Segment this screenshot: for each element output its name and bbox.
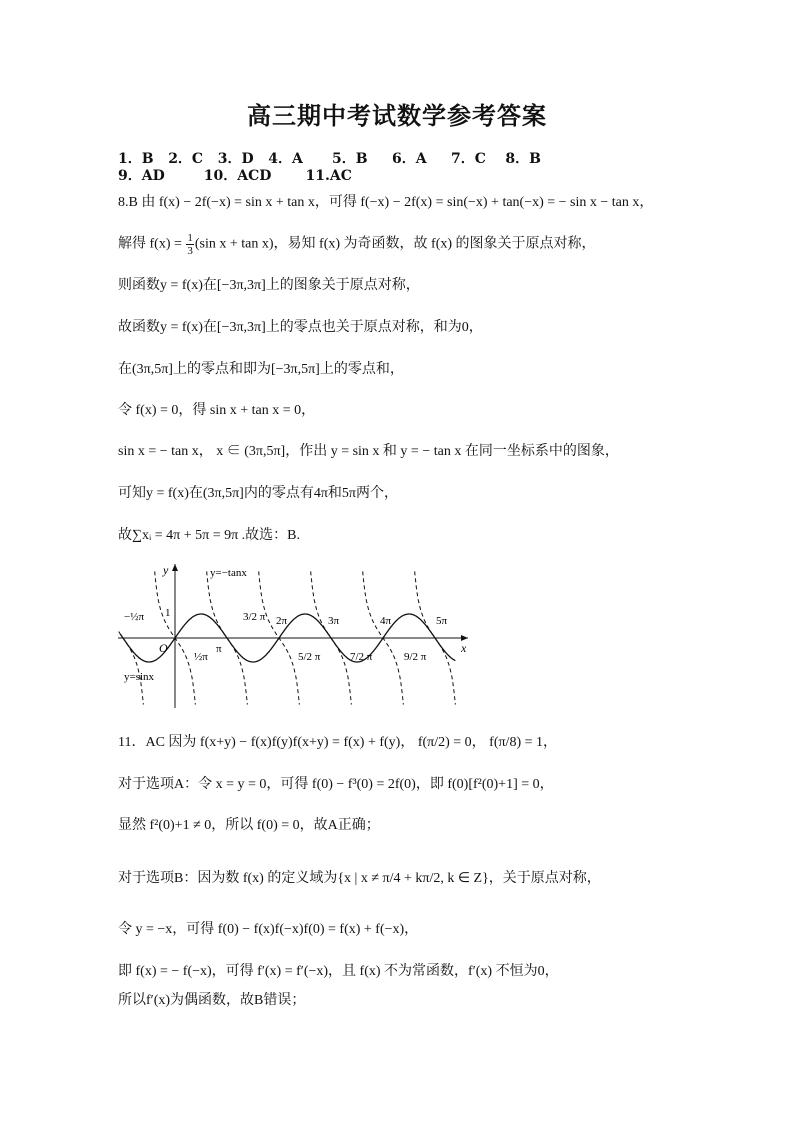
q8-line-5: 在(3π,5π]上的零点和即为[−3π,5π]上的零点和， — [118, 362, 404, 377]
q11-line-2: 对于选项A：令 x = y = 0，可得 f(0) − f³(0) = 2f(0)，即 f(0)[f²(0)+1] = 0， — [118, 777, 554, 792]
tick-neg-half-pi: −½π — [124, 611, 145, 623]
q11-line-4: 对于选项B：因为数 f(x) 的定义域为{x | x ≠ π/4 + kπ/2, k ∈ Z}，关于原点对称， — [118, 871, 601, 886]
q11-line-1: 11．AC 因为 f(x+y) − f(x)f(y)f(x+y) = f(x) + f(y)， f(π/2) = 0， f(π/8) = 1， — [118, 735, 558, 750]
q11-line-5: 令 y = −x，可得 f(0) − f(x)f(−x)f(0) = f(x) + f(−x)， — [118, 922, 419, 937]
y-axis-arrow-icon — [172, 564, 178, 571]
tick-half-pi: ½π — [194, 651, 208, 663]
q8-line-1: 8.B 由 f(x) − 2f(−x) = sin x + tan x，可得 f(−x) − 2f(x) = sin(−x) + tan(−x) = − sin x − tan x， — [118, 195, 654, 210]
answer-row-1: 1．B 2．C 3．D 4．A 5．B 6．A 7．C 8．B — [118, 151, 541, 167]
tick-seven-half-pi: 7/2 π — [350, 651, 373, 663]
x-axis-label: x — [461, 641, 467, 655]
q8-line-7: sin x = − tan x， x ∈ (3π,5π]，作出 y = sin x 和 y = − tan x 在同一坐标系中的图象， — [118, 444, 619, 459]
fraction: $\frac{1}{3}$ — [187, 232, 193, 257]
q8-line-8: 可知y = f(x)在(3π,5π]内的零点有4π和5π两个， — [118, 486, 398, 501]
tick-one: 1 — [165, 607, 171, 619]
tick-four-pi: 4π — [380, 615, 392, 627]
tick-three-half-pi: 3/2 π — [243, 611, 266, 623]
q8-line-6: 令 f(x) = 0，得 sin x + tan x = 0， — [118, 403, 316, 418]
q8-line-3: 则函数y = f(x)在[−3π,3π]上的图象关于原点对称， — [118, 278, 420, 293]
tick-five-half-pi: 5/2 π — [298, 651, 321, 663]
origin-label: O — [159, 641, 168, 655]
sin-tan-graph — [118, 560, 478, 710]
q8-line-9: 故∑xᵢ = 4π + 5π = 9π .故选：B. — [118, 528, 300, 543]
answer-row-2: 9．AD 10．ACD 11.AC — [118, 168, 352, 184]
q11-line-3: 显然 f²(0)+1 ≠ 0，所以 f(0) = 0，故A正确； — [118, 818, 380, 833]
page-title: 高三期中考试数学参考答案 — [247, 101, 547, 130]
q8-line-4: 故函数y = f(x)在[−3π,3π]上的零点也关于原点对称，和为0， — [118, 320, 483, 335]
q11-line-7: 所以f′(x)为偶函数，故B错误； — [118, 993, 306, 1008]
y-axis-label: y — [163, 563, 169, 577]
q8-line-2: 解得 f(x) = $\frac{1}{3}$ (sin x + tan x)，易知 f(x) 为奇函数，故 f(x) 的图象关于原点对称， — [118, 232, 596, 257]
tick-two-pi: 2π — [276, 615, 288, 627]
q11-line-6: 即 f(x) = − f(−x)，可得 f′(x) = f′(−x)，且 f(x) 不为常函数，f′(x) 不恒为0， — [118, 964, 559, 979]
tick-five-pi: 5π — [436, 615, 448, 627]
tick-pi: π — [216, 643, 222, 655]
sin-label: y=sinx — [124, 671, 155, 683]
tick-nine-half-pi: 9/2 π — [404, 651, 427, 663]
tick-three-pi: 3π — [328, 615, 340, 627]
neg-tan-label: y=−tanx — [210, 567, 247, 579]
